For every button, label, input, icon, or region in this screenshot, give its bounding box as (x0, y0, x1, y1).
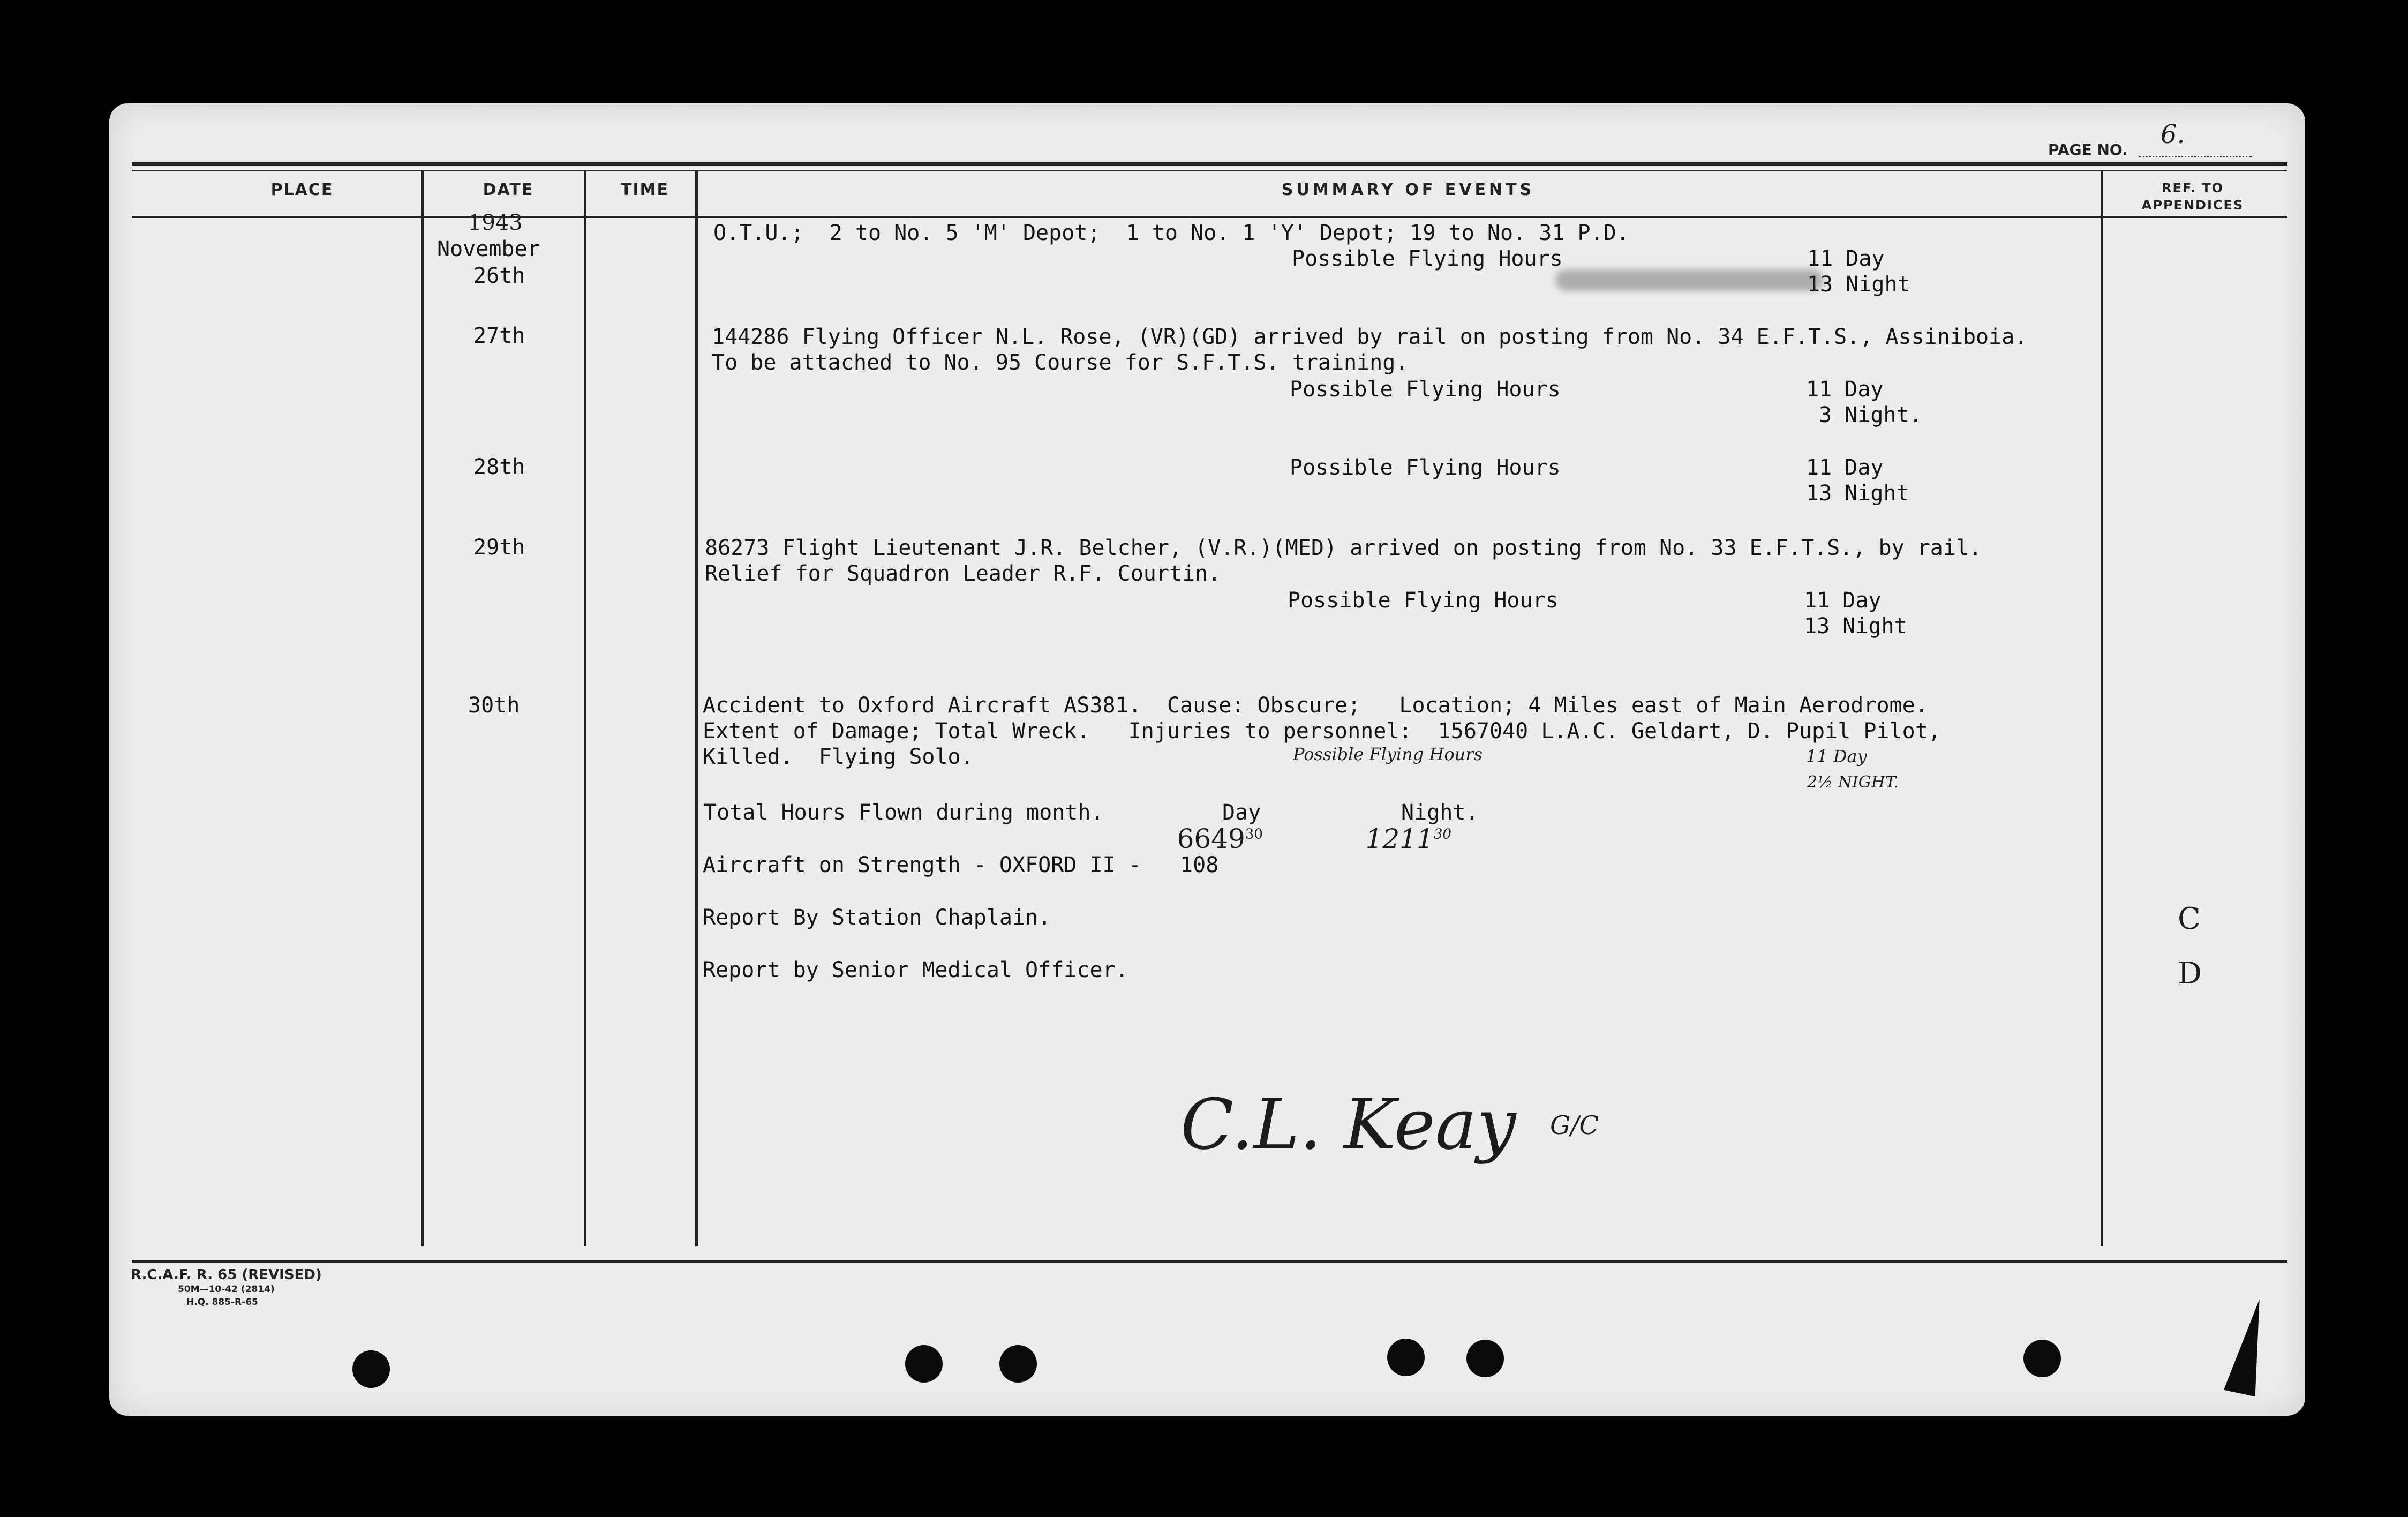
entry-27-hours-label: Possible Flying Hours (1290, 377, 1561, 402)
report-chaplain: Report By Station Chaplain. (703, 905, 1051, 930)
entry-30-line3: Killed. Flying Solo. (703, 745, 974, 769)
total-night-number: 1211 (1365, 823, 1434, 854)
entry-29-day: 11 Day (1804, 588, 1882, 613)
date-month: November (437, 237, 540, 261)
entry-29-night: 13 Night (1804, 614, 1907, 639)
entry-27-line1: 144286 Flying Officer N.L. Rose, (VR)(GD) arrived by rail on posting from No. 34 E.F.T.S., Assiniboia. (712, 325, 2028, 349)
header-date: DATE (483, 181, 534, 199)
header-ref-line1: REF. TO (2162, 181, 2224, 196)
entry-26-hours-label: Possible Flying Hours (1292, 246, 1563, 271)
form-number: R.C.A.F. R. 65 (REVISED) (131, 1267, 322, 1283)
form-print-run: 50M—10-42 (2814) (178, 1284, 275, 1295)
header-rule (132, 216, 2287, 218)
date-30: 30th (468, 693, 520, 718)
total-day-number: 6649 (1177, 823, 1245, 854)
header-summary: SUMMARY OF EVENTS (1281, 181, 1535, 199)
entry-27-line2: To be attached to No. 95 Course for S.F.T.S. training. (712, 350, 1409, 375)
entry-26-night: 13 Night (1807, 272, 1910, 297)
header-place: PLACE (270, 181, 334, 199)
total-night-word: Night. (1401, 800, 1479, 825)
appendix-ref-d: D (2178, 956, 2202, 991)
appendix-ref-c: C (2178, 902, 2201, 936)
col-line-date (584, 170, 586, 1246)
entry-27-day: 11 Day (1806, 377, 1884, 402)
aircraft-on-strength: Aircraft on Strength - OXFORD II - 108 (703, 853, 1219, 877)
commanding-officer-signature: C.L. Keay (1180, 1084, 1516, 1165)
entry-29-line2: Relief for Squadron Leader R.F. Courtin. (705, 561, 1221, 586)
top-rule-2 (132, 170, 2287, 171)
date-28: 28th (473, 455, 525, 479)
entry-28-night: 13 Night (1806, 481, 1909, 506)
col-line-time (695, 170, 698, 1246)
form-hq-ref: H.Q. 885-R-65 (186, 1297, 258, 1308)
entry-30-line1: Accident to Oxford Aircraft AS381. Cause: Obscure; Location; 4 Miles east of Main Aerodrome. (703, 693, 1928, 718)
binder-hole-4 (1387, 1339, 1425, 1376)
header-ref-line2: APPENDICES (2141, 198, 2244, 213)
binder-hole-1 (352, 1350, 390, 1388)
page-no-underline (2139, 156, 2252, 159)
entry-29-hours-label: Possible Flying Hours (1288, 588, 1559, 613)
entry-27-night: 3 Night. (1819, 403, 1922, 427)
total-day-word: Day (1222, 800, 1261, 825)
entry-28-day: 11 Day (1806, 455, 1884, 480)
entry-26-day: 11 Day (1807, 246, 1885, 271)
entry-30-hand-day: 11 Day (1806, 746, 1867, 767)
top-rule-1 (132, 162, 2287, 166)
entry-29-line1: 86273 Flight Lieutenant J.R. Belcher, (V.R.)(MED) arrived on posting from No. 33 E.F.T.S., by rail. (705, 536, 1982, 560)
date-26: 26th (473, 264, 525, 288)
total-night-minutes: 30 (1433, 826, 1451, 843)
page-no-label: PAGE NO. (2048, 141, 2128, 159)
entry-30-line2: Extent of Damage; Total Wreck. Injuries to personnel: 1567040 L.A.C. Geldart, D. Pupil Pilot, (703, 719, 1941, 744)
date-27: 27th (473, 324, 525, 348)
binder-hole-5 (1466, 1340, 1504, 1377)
form-sheet (109, 103, 2305, 1416)
total-day-minutes: 30 (1245, 826, 1263, 843)
header-time: TIME (621, 181, 669, 199)
entry-26-line1: O.T.U.; 2 to No. 5 'M' Depot; 1 to No. 1 'Y' Depot; 19 to No. 31 P.D. (713, 221, 1629, 245)
entry-28-hours-label: Possible Flying Hours (1290, 455, 1561, 480)
binder-hole-2 (905, 1345, 943, 1383)
ink-smudge (1555, 269, 1823, 291)
entry-30-hand-hours-label: Possible Flying Hours (1293, 744, 1483, 764)
date-29: 29th (473, 535, 525, 560)
total-hours-label: Total Hours Flown during month. (704, 800, 1104, 825)
date-year: 1943 (468, 211, 523, 235)
col-line-place (421, 170, 424, 1246)
page-no-value: 6. (2161, 119, 2185, 149)
signature-rank: G/C (1550, 1110, 1599, 1140)
entry-30-hand-night: 2½ NIGHT. (1807, 773, 1899, 792)
bottom-rule (132, 1260, 2287, 1263)
binder-hole-6 (2023, 1340, 2061, 1377)
torn-corner-mark (2224, 1296, 2275, 1397)
report-medical: Report by Senior Medical Officer. (703, 958, 1128, 982)
col-line-summary (2101, 170, 2103, 1246)
binder-hole-3 (999, 1345, 1037, 1383)
